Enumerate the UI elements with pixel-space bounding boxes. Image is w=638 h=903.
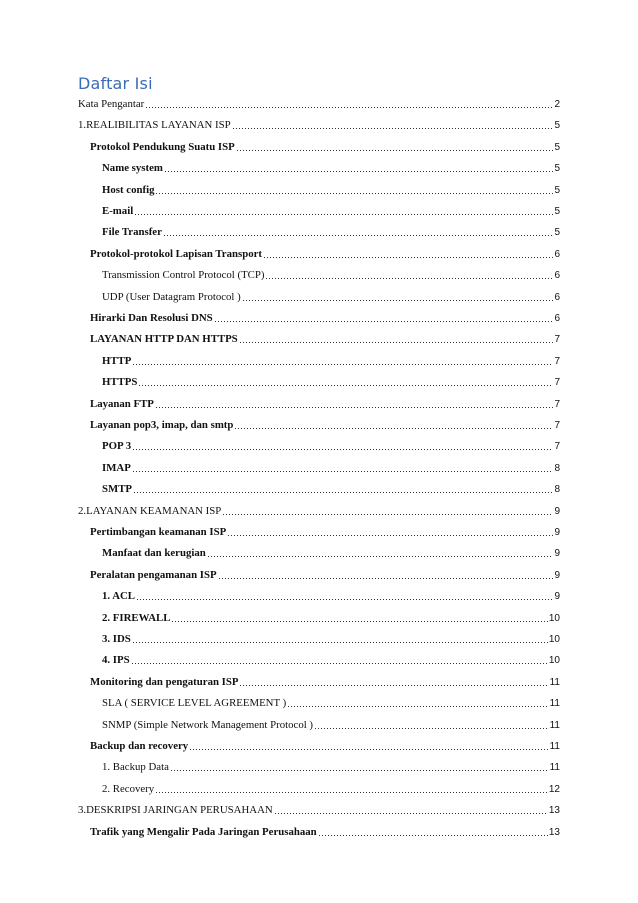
toc-entry-page-number: 9 bbox=[554, 527, 560, 538]
toc-entry-page-number: 11 bbox=[549, 762, 560, 774]
toc-entry[interactable] bbox=[90, 568, 560, 582]
toc-entry-label: Backup dan recovery bbox=[90, 740, 189, 752]
toc-entry-page-number: 11 bbox=[549, 698, 560, 710]
dot-leader bbox=[131, 662, 548, 665]
toc-entry-page-number: 7 bbox=[554, 334, 560, 346]
toc-entry[interactable] bbox=[102, 354, 560, 368]
toc-entry-label: 2. FIREWALL bbox=[102, 611, 171, 624]
toc-entry[interactable] bbox=[90, 825, 560, 839]
toc-entry[interactable] bbox=[90, 739, 560, 753]
toc-entry-page-number: 5 bbox=[554, 120, 560, 132]
dot-leader bbox=[218, 577, 554, 580]
toc-entry-label: IMAP bbox=[102, 461, 131, 474]
dot-leader bbox=[145, 106, 553, 109]
dot-leader bbox=[274, 812, 548, 815]
dot-leader bbox=[236, 149, 554, 152]
toc-entry-label: Peralatan pengamanan ISP bbox=[90, 568, 217, 581]
dot-leader bbox=[234, 427, 553, 430]
toc-entry-page-number: 13 bbox=[548, 826, 560, 838]
toc-entry[interactable] bbox=[102, 632, 560, 646]
toc-entry-label: SLA ( SERVICE LEVEL AGREEMENT ) bbox=[102, 697, 287, 710]
toc-entry-page-number: 12 bbox=[548, 783, 560, 795]
toc-entry-label: 3. IDS bbox=[102, 633, 131, 645]
dot-leader bbox=[132, 448, 553, 451]
dot-leader bbox=[232, 127, 554, 130]
toc-entry-label: Name system bbox=[102, 162, 163, 175]
toc-entry-page-number: 5 bbox=[554, 227, 560, 239]
toc-entry-page-number: 5 bbox=[554, 184, 560, 196]
dot-leader bbox=[189, 748, 548, 751]
toc-entry-page-number: 7 bbox=[554, 398, 560, 410]
dot-leader bbox=[132, 641, 548, 644]
toc-entry-label: 1. ACL bbox=[102, 590, 135, 603]
toc-entry[interactable] bbox=[90, 418, 560, 432]
toc-entry-label: 3.DESKRIPSI JARINGAN PERUSAHAAN bbox=[78, 804, 273, 817]
toc-entry[interactable] bbox=[90, 140, 560, 154]
dot-leader bbox=[138, 384, 553, 387]
toc-entry-label: Transmission Control Protocol (TCP) bbox=[102, 269, 265, 282]
toc-entry[interactable] bbox=[90, 675, 560, 689]
toc-entry-label: Hirarki Dan Resolusi DNS bbox=[90, 312, 213, 324]
dot-leader bbox=[222, 513, 553, 516]
dot-leader bbox=[136, 598, 553, 601]
dot-leader bbox=[242, 299, 554, 302]
toc-entry-label: Layanan pop3, imap, dan smtp bbox=[90, 419, 234, 431]
toc-entry[interactable] bbox=[78, 118, 560, 132]
dot-leader bbox=[287, 705, 548, 708]
toc-entry-page-number: 9 bbox=[554, 548, 560, 560]
toc-entry[interactable] bbox=[102, 653, 560, 667]
toc-entry-page-number: 10 bbox=[548, 612, 560, 624]
toc-entry-label: Trafik yang Mengalir Pada Jaringan Perusahaan bbox=[90, 825, 317, 838]
dot-leader bbox=[318, 834, 548, 837]
toc-entry-label: Layanan FTP bbox=[90, 397, 154, 410]
dot-leader bbox=[155, 791, 548, 794]
toc-entry-page-number: 11 bbox=[549, 676, 560, 688]
toc-entry-label: Protokol Pendukung Suatu ISP bbox=[90, 140, 235, 153]
toc-entry-page-number: 8 bbox=[554, 462, 560, 474]
toc-entry-label: SNMP (Simple Network Management Protocol ) bbox=[102, 718, 314, 731]
toc-entry-label: Manfaat dan kerugian bbox=[102, 547, 206, 560]
toc-entry-page-number: 9 bbox=[554, 505, 560, 517]
dot-leader bbox=[163, 234, 554, 237]
toc-title: Daftar Isi bbox=[78, 74, 153, 93]
toc-entry-label: HTTP bbox=[102, 354, 132, 367]
dot-leader bbox=[239, 341, 554, 344]
dot-leader bbox=[134, 213, 553, 216]
dot-leader bbox=[132, 470, 554, 473]
toc-entry[interactable] bbox=[102, 782, 560, 796]
toc-entry[interactable] bbox=[102, 375, 560, 389]
toc-entry[interactable] bbox=[78, 504, 560, 518]
toc-entry-page-number: 7 bbox=[554, 441, 560, 453]
toc-entry-page-number: 6 bbox=[554, 291, 560, 303]
toc-entry-page-number: 11 bbox=[549, 719, 560, 731]
toc-entry[interactable] bbox=[102, 546, 560, 560]
toc-entry[interactable] bbox=[102, 161, 560, 175]
toc-entry[interactable] bbox=[102, 589, 560, 603]
dot-leader bbox=[170, 769, 549, 772]
dot-leader bbox=[155, 406, 554, 409]
toc-entry[interactable] bbox=[102, 611, 560, 625]
toc-entry-page-number: 13 bbox=[548, 805, 560, 817]
toc-entry-page-number: 10 bbox=[548, 655, 560, 667]
toc-entry[interactable] bbox=[102, 290, 560, 304]
toc-entry-label: 4. IPS bbox=[102, 654, 130, 667]
dot-leader bbox=[171, 620, 547, 623]
toc-entry-page-number: 9 bbox=[554, 569, 560, 581]
toc-entry[interactable] bbox=[78, 97, 560, 111]
toc-entry-page-number: 7 bbox=[554, 420, 560, 431]
toc-entry-page-number: 7 bbox=[554, 377, 560, 389]
toc-entry[interactable] bbox=[90, 247, 560, 261]
dot-leader bbox=[164, 170, 554, 173]
toc-entry-page-number: 5 bbox=[554, 206, 560, 217]
toc-entry-label: E-mail bbox=[102, 205, 134, 217]
toc-entry-label: HTTPS bbox=[102, 376, 138, 389]
toc-entry-label: Protokol-protokol Lapisan Transport bbox=[90, 247, 262, 260]
toc-entry-label: 2.LAYANAN KEAMANAN ISP bbox=[78, 504, 222, 517]
toc-entry-label: Pertimbangan keamanan ISP bbox=[90, 526, 227, 538]
toc-entry[interactable] bbox=[102, 461, 560, 475]
toc-entry-label: LAYANAN HTTP DAN HTTPS bbox=[90, 333, 238, 346]
toc-entry-label: Kata Pengantar bbox=[78, 98, 145, 110]
toc-entry-label: UDP (User Datagram Protocol ) bbox=[102, 290, 241, 303]
dot-leader bbox=[265, 277, 553, 280]
toc-entry[interactable] bbox=[90, 311, 560, 325]
toc-entry[interactable] bbox=[102, 204, 560, 218]
toc-entry-page-number: 6 bbox=[554, 270, 560, 282]
toc-entry-label: File Transfer bbox=[102, 226, 162, 239]
toc-entry[interactable] bbox=[102, 183, 560, 197]
toc-entry[interactable] bbox=[102, 482, 560, 496]
toc-entry-page-number: 9 bbox=[554, 591, 560, 603]
toc-entry-page-number: 6 bbox=[554, 313, 560, 324]
toc-entry-label: 1. Backup Data bbox=[102, 761, 169, 774]
dot-leader bbox=[133, 491, 553, 494]
toc-entry[interactable] bbox=[90, 397, 560, 411]
toc-entry[interactable] bbox=[102, 268, 560, 282]
toc-entry-page-number: 2 bbox=[554, 99, 560, 110]
toc-entry[interactable] bbox=[78, 803, 560, 817]
toc-entry[interactable] bbox=[102, 439, 560, 453]
dot-leader bbox=[263, 256, 553, 259]
dot-leader bbox=[214, 320, 554, 323]
toc-entry[interactable] bbox=[102, 696, 560, 710]
toc-entry-page-number: 6 bbox=[554, 248, 560, 260]
toc-entry-page-number: 11 bbox=[549, 741, 560, 752]
toc-entry-page-number: 5 bbox=[554, 163, 560, 175]
toc-entry-page-number: 8 bbox=[554, 484, 560, 496]
dot-leader bbox=[239, 684, 548, 687]
toc-entry-label: SMTP bbox=[102, 483, 132, 496]
dot-leader bbox=[132, 363, 553, 366]
toc-entry-page-number: 5 bbox=[554, 141, 560, 153]
toc-entry[interactable] bbox=[90, 332, 560, 346]
toc-entry-page-number: 7 bbox=[554, 355, 560, 367]
toc-entry[interactable] bbox=[90, 525, 560, 539]
dot-leader bbox=[314, 727, 549, 730]
toc-entry-label: 2. Recovery bbox=[102, 782, 155, 795]
toc-entry-page-number: 10 bbox=[548, 634, 560, 645]
dot-leader bbox=[207, 555, 554, 558]
toc-entry[interactable] bbox=[102, 760, 560, 774]
toc-entry-label: Host config bbox=[102, 183, 155, 196]
toc-entry-label: Monitoring dan pengaturan ISP bbox=[90, 675, 239, 688]
toc-entry[interactable] bbox=[102, 225, 560, 239]
toc-entry-label: POP 3 bbox=[102, 440, 132, 453]
toc-entry[interactable] bbox=[102, 718, 560, 732]
dot-leader bbox=[227, 534, 553, 537]
dot-leader bbox=[155, 192, 553, 195]
toc-entry-label: 1.REALIBILITAS LAYANAN ISP bbox=[78, 119, 231, 132]
